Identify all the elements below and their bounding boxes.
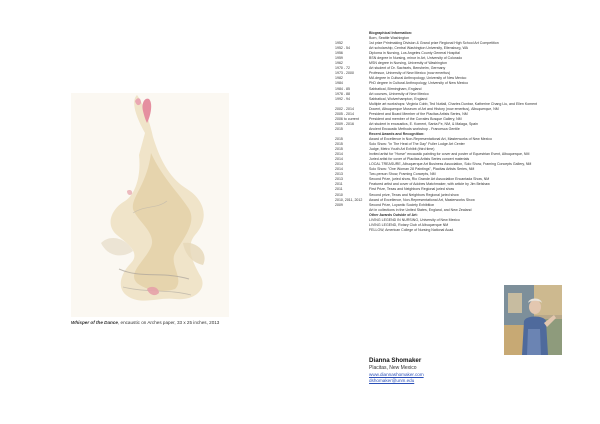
entry-text: Second Prize, juried show, Rio Grande Art Association Encantada Show, NM	[369, 177, 490, 182]
entry-text: Sabbatical, Birmingham, England	[369, 86, 422, 91]
caption-details: , encaustic on Arches paper, 33 x 25 inches, 2013	[117, 320, 220, 325]
entry-year: 1984 - 85	[335, 86, 350, 91]
entry-text: Art in collections in the United States, England, and New Zealand	[369, 207, 472, 212]
entry-year: 2009	[335, 202, 343, 207]
entry-text: Award of Excellence in Non-Representational Art, Masterworks of New Mexico	[369, 136, 492, 141]
entry-year: 1952 - 54	[335, 46, 350, 51]
entry-year: 2014	[335, 167, 343, 172]
bio-column	[335, 31, 595, 233]
entry-text: President and member of the Corrales Bosque Gallery, NM	[369, 116, 462, 121]
entry-text: Born, Seattle Washington	[369, 36, 410, 41]
artist-portrait	[504, 285, 562, 355]
awards-heading: Recent Awards and Recognition:	[369, 131, 425, 136]
entry-text: Juried artist for cover of Placitas Artists Series concert materials	[369, 157, 470, 162]
entry-text: MA degree in Cultural Anthropology, University of New Mexico	[369, 76, 467, 81]
entry-year: 1973 - 2000	[335, 71, 354, 76]
entry-year: 1962	[335, 61, 343, 66]
other-awards-heading: Other Awards Outside of Art:	[369, 212, 418, 217]
entry-year: 2015	[335, 136, 343, 141]
encaustic-painting	[71, 93, 229, 317]
entry-text: Art student in encaustics, E. Koment, Santa Fe, NM, & Malaga, Spain	[369, 121, 479, 126]
entry-year: 1959	[335, 56, 343, 61]
entry-year: 1992 - 94	[335, 96, 350, 101]
list-item: LIVING LEGEND, Rotary Club of Albuquerque NM	[369, 222, 449, 227]
entry-text: LOCAL TREASURE, Albuquerque Art Business Association, Solo Show, Framing Concepts Gallery, NM	[369, 162, 532, 167]
entry-year: 2011	[335, 187, 343, 192]
entry-text: MSN degree in Nursing, University of Washington	[369, 61, 447, 66]
bio-heading: Biographical Information:	[369, 31, 413, 35]
caption-title: Whisper of the Dance	[71, 320, 118, 325]
entry-text: Art courses, University of New Mexico	[369, 91, 429, 96]
entry-year: 2015	[335, 126, 343, 131]
website-link[interactable]: www.diannashomaker.com	[369, 371, 424, 377]
entry-year: 2006 to current	[335, 116, 359, 121]
entry-year: 2013	[335, 177, 343, 182]
entry-year: 2010, 2011, 2012	[335, 197, 363, 202]
entry-text: Second prize, Texas and Neighbors Regional juried show	[369, 192, 459, 197]
entry-text: Professor, University of New Mexico (now emeritus)	[369, 71, 451, 76]
entry-text: PhD degree in Cultural Anthropology, University of New Mexico	[369, 81, 469, 86]
entry-year: 1956	[335, 51, 343, 56]
entry-year: 2002 - 2014	[335, 106, 354, 111]
entry-year: 2015	[335, 142, 343, 147]
entry-text: Invited artist for "Horse" encaustic painting for cover and poster of Equestrian Event, Albuquerque, NM	[369, 152, 530, 157]
entry-year: 2014	[335, 157, 343, 162]
artist-name: Dianna Shomaker	[369, 357, 422, 364]
entry-text: Judge, Metro Youth Art Exhibit (third time)	[369, 147, 435, 152]
entry-text: Ancient Encaustic Methods workshop - Francesca Gentile	[369, 126, 460, 131]
entry-text: Second Prize, Loyantic Society Exhibition	[369, 202, 435, 207]
artwork-caption	[71, 320, 291, 326]
list-item: FELLOW, American College of Nursing National Acad.	[369, 227, 455, 232]
email-link[interactable]: dshomaker@unm.edu	[369, 378, 415, 384]
entry-year: 2005 - 2014	[335, 111, 354, 116]
entry-year: 1978 - 88	[335, 91, 350, 96]
artist-location: Placitas, New Mexico	[369, 365, 417, 371]
entry-year: 2014	[335, 152, 343, 157]
entry-text: Award of Excellence, Non-Representational Art, Masterworks Show	[369, 197, 475, 202]
entry-text: Docent, Albuquerque Museum of Art and History (now emeritus), Albuquerque, NM	[369, 106, 499, 111]
entry-year: 2013	[335, 172, 343, 177]
entry-year: 2011	[335, 182, 343, 187]
entry-year: 2014	[335, 162, 343, 167]
entry-year: 1952	[335, 41, 343, 46]
entry-text: First Prize, Texas and Neighbors Regional juried show	[369, 187, 455, 192]
entry-text: Art scholarship, Central Washington University, Ellensburg, WA	[369, 46, 469, 51]
entry-text: Sabbatical, Wolverhampton, England	[369, 96, 428, 101]
entry-text: President and Board Member of the Placitas Artists Series, NM	[369, 111, 468, 116]
entry-year: 1982	[335, 76, 343, 81]
entry-year: 1984	[335, 81, 343, 86]
entry-text: Solo Show: "In The Heat of The Day" Fuller Lodge Art Center	[369, 142, 465, 147]
entry-year: 2010	[335, 192, 343, 197]
contact-block	[369, 357, 509, 385]
list-item: LIVING LEGEND IN NURSING, University of New Mexico	[369, 217, 460, 222]
artwork-image	[71, 93, 229, 317]
entry-text: Solo Show: "One Woman 28 Paintings", Placitas Artists Series, NM	[369, 167, 475, 172]
entry-text: Art student of Dr. Sachsels, Bensheim, Germany	[369, 66, 446, 71]
entry-text: Featured artist and cover of Adobes Matchmaker, with article by Jim Belshaw	[369, 182, 490, 187]
portrait-photo	[504, 285, 562, 355]
entry-year: 2009 - 2016	[335, 121, 354, 126]
entry-year: 1970 - 72	[335, 66, 350, 71]
entry-year: 2015	[335, 147, 343, 152]
entry-text: Multiple art workshops: Virginia Cobb, Ted Nuttall, Charles Dunbar, Katherine Chang Liu, and Ellen Koment	[369, 101, 538, 106]
entry-text: BSN degree in Nursing, minor in Art, University of Colorado	[369, 56, 463, 61]
other-award-entries	[335, 218, 595, 233]
entry-text: Two-person Show, Framing Concepts, NM	[369, 172, 436, 177]
bio-entries	[335, 36, 595, 132]
entry-text: 1st prize Printmaking Division & Grand prize Regional High School Art Competition	[369, 41, 499, 46]
entry-text: Diploma in Nursing, Los Angeles County General Hospital	[369, 51, 460, 56]
award-entries	[335, 137, 595, 213]
